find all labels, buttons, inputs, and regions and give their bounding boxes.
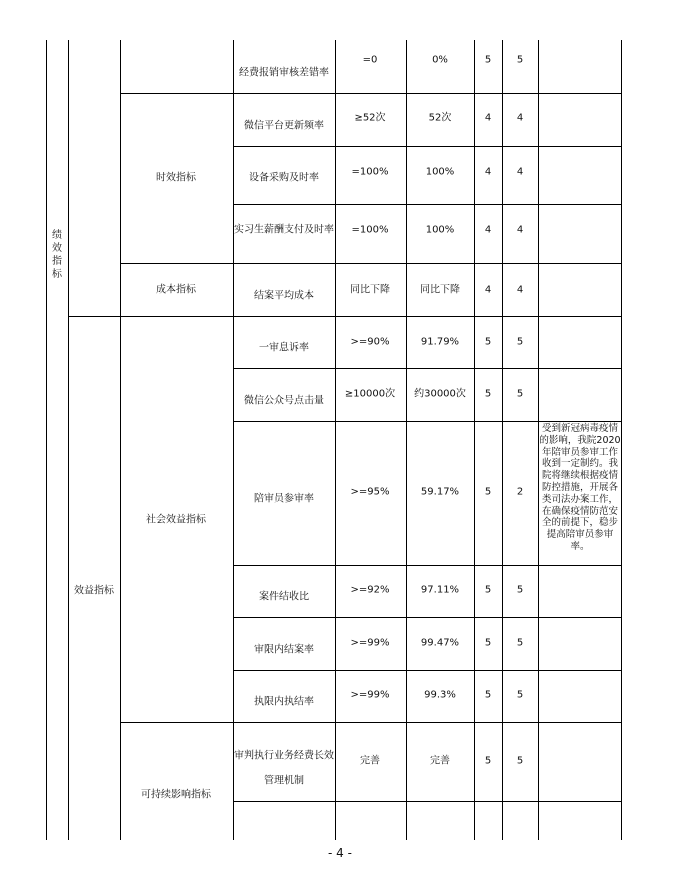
actual-value: 99.47% bbox=[420, 637, 460, 649]
table-line-v3 bbox=[233, 40, 234, 840]
target-value: =100% bbox=[351, 166, 389, 178]
level3-label: 成本指标 bbox=[156, 284, 196, 296]
table-border-right bbox=[621, 40, 622, 840]
table-line-v7 bbox=[502, 40, 503, 840]
weight-value: 5 bbox=[484, 336, 492, 348]
target-value: 同比下降 bbox=[350, 284, 390, 296]
weight-value: 4 bbox=[484, 224, 492, 236]
table-line-v1 bbox=[68, 40, 69, 840]
row-line bbox=[233, 617, 621, 618]
indicator-name: 执限内执结率 bbox=[254, 696, 314, 708]
weight-value: 5 bbox=[484, 637, 492, 649]
remark-note: 受到新冠病毒疫情的影响，我院2020年陪审员参审工作收到一定制约。我院将继续根据疫情防控措施，开展各类司法办案工作，在确保疫情防范安全的前提下，稳步提高陪审员参审率。 bbox=[539, 423, 621, 552]
score-value: 4 bbox=[516, 166, 524, 178]
row-line bbox=[120, 722, 621, 723]
level3-label: 社会效益指标 bbox=[146, 514, 206, 526]
score-value: 5 bbox=[516, 689, 524, 701]
weight-value: 5 bbox=[484, 584, 492, 596]
actual-value: 约30000次 bbox=[414, 388, 466, 400]
score-value: 4 bbox=[516, 224, 524, 236]
score-value: 4 bbox=[516, 112, 524, 124]
weight-value: 4 bbox=[484, 112, 492, 124]
indicator-name: 设备采购及时率 bbox=[249, 172, 319, 184]
indicator-name-line1: 审判执行业务经费长效 bbox=[234, 750, 334, 762]
weight-value: 5 bbox=[484, 755, 492, 767]
score-value: 5 bbox=[516, 388, 524, 400]
weight-value: 4 bbox=[484, 284, 492, 296]
score-value: 4 bbox=[516, 284, 524, 296]
score-value: 5 bbox=[516, 54, 524, 66]
row-line bbox=[120, 93, 233, 94]
target-value: >=95% bbox=[350, 486, 390, 498]
table-line-v6 bbox=[474, 40, 475, 840]
weight-value: 5 bbox=[484, 54, 492, 66]
table-line-v4 bbox=[335, 40, 336, 840]
table-line-v5 bbox=[406, 40, 407, 840]
indicator-name: 一审息诉率 bbox=[259, 342, 309, 354]
indicator-name: 微信平台更新频率 bbox=[244, 120, 324, 132]
row-line bbox=[233, 146, 621, 147]
target-value: =100% bbox=[351, 224, 389, 236]
score-value: 5 bbox=[516, 637, 524, 649]
indicator-name: 微信公众号点击量 bbox=[244, 395, 324, 407]
indicator-name: 陪审员参审率 bbox=[254, 493, 314, 505]
row-line bbox=[120, 263, 621, 264]
weight-value: 5 bbox=[484, 486, 492, 498]
actual-value: 52次 bbox=[428, 112, 452, 124]
actual-value: 同比下降 bbox=[420, 284, 460, 296]
table-line-v2 bbox=[120, 40, 121, 840]
target-value: 完善 bbox=[360, 755, 380, 767]
target-value: >=92% bbox=[350, 584, 390, 596]
indicator-name: 结案平均成本 bbox=[254, 290, 314, 302]
score-value: 5 bbox=[516, 336, 524, 348]
target-value: ≥10000次 bbox=[344, 388, 396, 400]
score-value: 5 bbox=[516, 584, 524, 596]
row-line bbox=[233, 421, 621, 422]
actual-value: 99.3% bbox=[424, 689, 456, 701]
weight-value: 4 bbox=[484, 166, 492, 178]
actual-value: 完善 bbox=[430, 755, 450, 767]
indicator-name-line2: 管理机制 bbox=[264, 775, 304, 787]
actual-value: 100% bbox=[425, 224, 455, 236]
target-value: ≥52次 bbox=[354, 112, 386, 124]
page-number: - 4 - bbox=[328, 846, 352, 860]
level3-label: 可持续影响指标 bbox=[141, 789, 211, 801]
score-value: 5 bbox=[516, 755, 524, 767]
actual-value: 97.11% bbox=[420, 584, 460, 596]
actual-value: 91.79% bbox=[420, 336, 460, 348]
target-value: >=99% bbox=[350, 637, 390, 649]
weight-value: 5 bbox=[484, 388, 492, 400]
row-line bbox=[233, 368, 621, 369]
row-line bbox=[233, 670, 621, 671]
indicator-name: 实习生薪酬支付及时率 bbox=[234, 224, 334, 236]
row-line bbox=[233, 565, 621, 566]
score-value: 2 bbox=[516, 486, 524, 498]
actual-value: 0% bbox=[432, 54, 448, 66]
actual-value: 59.17% bbox=[420, 486, 460, 498]
row-line bbox=[233, 204, 621, 205]
indicator-name: 审限内结案率 bbox=[254, 644, 314, 656]
row-line bbox=[68, 316, 621, 317]
level2-label: 效益指标 bbox=[74, 585, 114, 597]
target-value: =0 bbox=[362, 54, 378, 66]
table-border-left bbox=[46, 40, 47, 840]
level3-label: 时效指标 bbox=[156, 172, 196, 184]
indicator-name: 案件结收比 bbox=[259, 591, 309, 603]
row-line bbox=[233, 801, 621, 802]
level1-label: 绩效指标 bbox=[52, 230, 62, 280]
row-line bbox=[233, 93, 621, 94]
indicator-name: 经费报销审核差错率 bbox=[239, 67, 329, 79]
target-value: >=90% bbox=[350, 336, 390, 348]
weight-value: 5 bbox=[484, 689, 492, 701]
target-value: >=99% bbox=[350, 689, 390, 701]
actual-value: 100% bbox=[425, 166, 455, 178]
